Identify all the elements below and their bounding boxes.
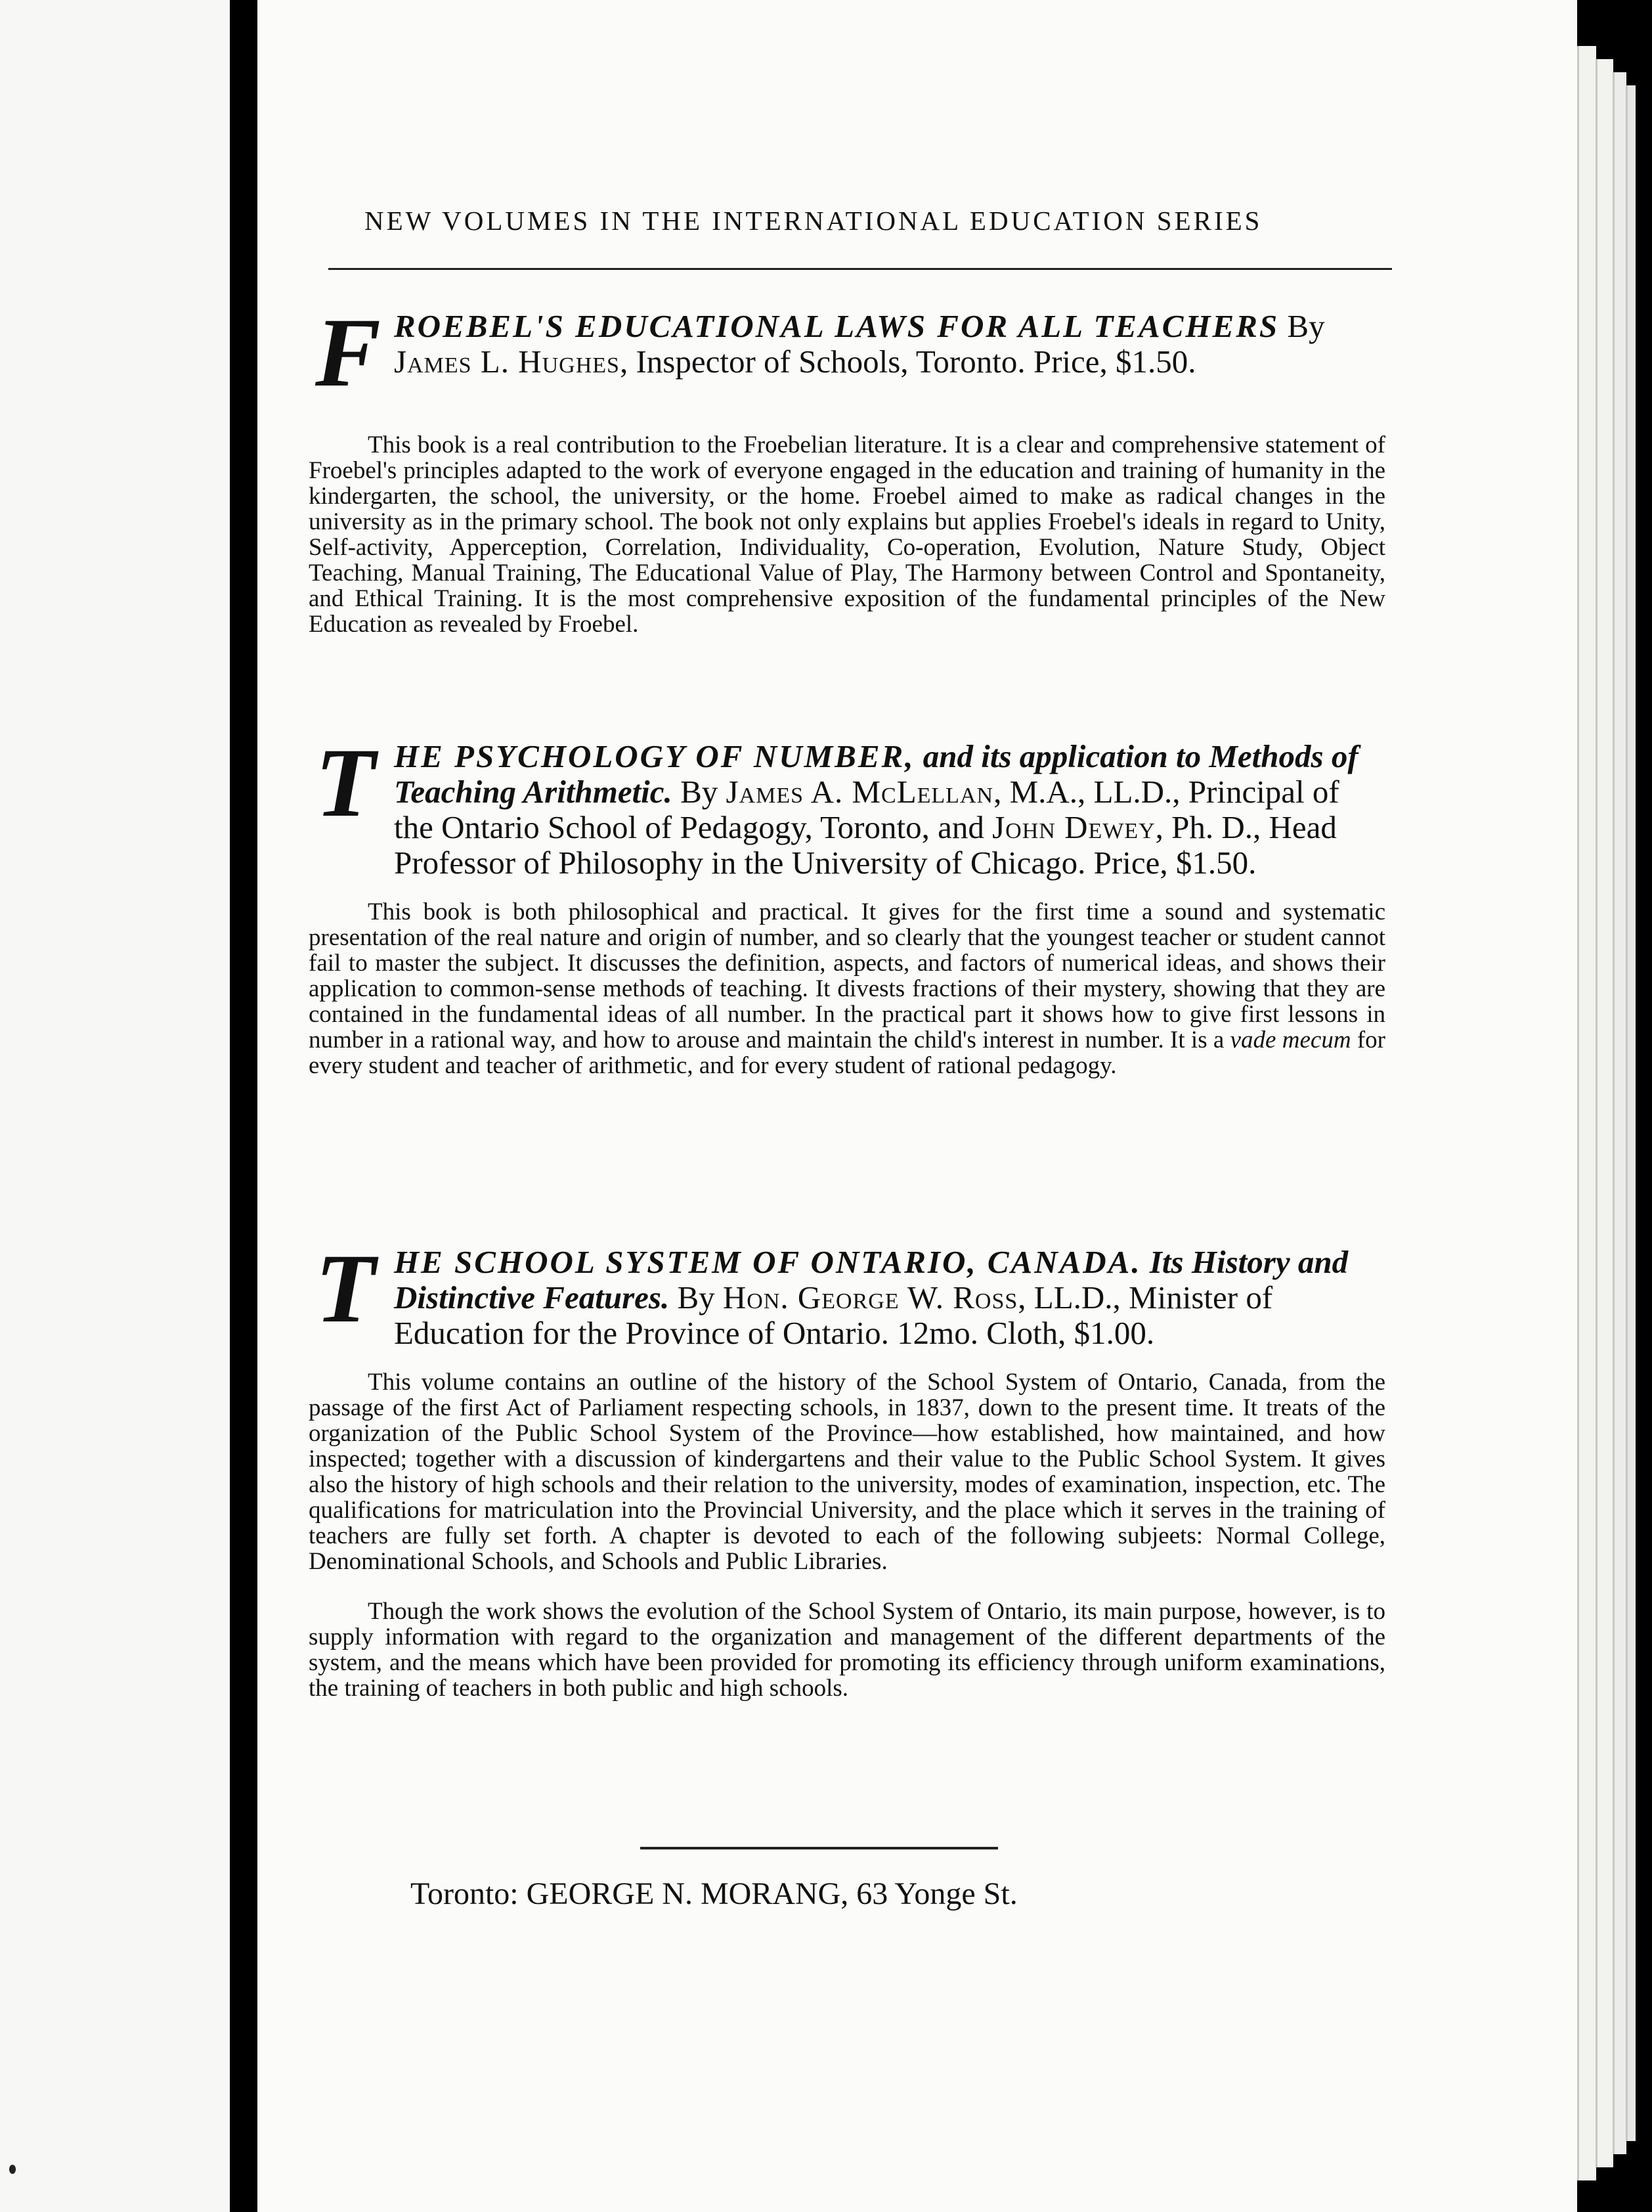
book-heading: [309, 1234, 1385, 1351]
book-gutter: [230, 0, 257, 2212]
book-description: This volume contains an outline of the history of the School System of Ontario, Canada, from the passage of the first Act of Parliament respecting schools, in 1837, down to the present time. It treats of the organization of the Public School System of the Province—how established, how maintained, and how inspected; together with a discussion of kindergartens and their value to the Public School System. It gives also the history of high schools and their relation to the university, modes of examination, inspection, etc. The qualifications for matriculation into the Provincial University, and the place which it serves in the training of teachers are fully set forth. A chapter is devoted to each of the following subjeets: Normal College, Denominational Schools, and Schools and Public Libraries.: [309, 1369, 1385, 1575]
drop-cap: T: [315, 1234, 376, 1343]
book-title: HE PSYCHOLOGY OF NUMBER,: [394, 738, 915, 774]
byline-prefix: By: [677, 1279, 715, 1316]
book-price: Price, $1.50.: [1093, 845, 1257, 881]
book-entry-froebel: [309, 298, 1385, 661]
page-edge: [1626, 85, 1636, 2141]
drop-cap: F: [315, 298, 381, 407]
book-description: [309, 899, 1385, 1078]
author-details: , M.A., LL.D., Principal of the Ontario School of Pedagogy, Toronto, and: [394, 774, 1339, 845]
page-edge: [1596, 59, 1613, 2167]
book-subtitle: and its application to Methods of Teaching Arithmetic.: [394, 738, 1359, 810]
book-description: This book is a real contribution to the Froebelian literature. It is a clear and comprehensive statement of Froebel's principles adapted to the work of everyone engaged in the education and training of humanity in the kindergarten, the school, the university, or the home. Froebel aimed to make as radical changes in the university as in the primary school. The book not only explains but applies Froebel's ideals in regard to Unity, Self-activity, Apperception, Correlation, Individuality, Co-operation, Evolution, Nature Study, Object Teaching, Manual Training, The Educational Value of Play, The Harmony between Control and Spontaneity, and Ethical Training. It is the most comprehensive exposition of the fundamental principles of the New Education as revealed by Froebel.: [309, 431, 1385, 638]
left-page-strip: [0, 0, 230, 2212]
byline-prefix: By: [1287, 308, 1325, 344]
byline-prefix: By: [680, 774, 718, 810]
book-heading: [309, 298, 1385, 414]
book-title: HE SCHOOL SYSTEM OF ONTARIO, CANADA.: [394, 1244, 1142, 1280]
second-author-name: John Dewey: [992, 809, 1156, 845]
header-rule: [328, 268, 1392, 270]
scan-speck: [9, 2165, 16, 2174]
page-edge: [1613, 72, 1626, 2154]
book-title: ROEBEL'S EDUCATIONAL LAWS FOR ALL TEACHERS: [394, 308, 1280, 344]
author-details: , LL.D., Minister of Education for the Province of Ontario. 12mo. Cloth, $1.00.: [394, 1279, 1273, 1351]
description-latin-phrase: vade mecum: [1230, 1027, 1351, 1053]
author-name: Hon. George W. Ross: [722, 1279, 1018, 1316]
footer-rule: [640, 1847, 998, 1849]
book-price: Price, $1.50.: [1033, 343, 1196, 380]
book-subtitle: Its History and Distinctive Features.: [394, 1244, 1349, 1316]
book-heading: [309, 728, 1385, 881]
drop-cap: T: [315, 728, 376, 837]
author-details: , Inspector of Schools, Toronto.: [619, 343, 1026, 380]
book-entry-school-system-ontario: [309, 1234, 1385, 1725]
description-text: for every student and teacher of arithmetic, and for every student of rational pedagogy.: [309, 1027, 1385, 1079]
book-entry-psychology-of-number: [309, 728, 1385, 1103]
author-name: James A. McLellan: [726, 774, 994, 810]
running-header: NEW VOLUMES IN THE INTERNATIONAL EDUCATION SERIES: [364, 206, 1263, 236]
page-edge: [1577, 46, 1596, 2180]
second-author-details: , Ph. D., Head Professor of Philosophy in the University of Chicago.: [394, 809, 1337, 881]
description-text: This book is both philosophical and practical. It gives for the first time a sound and systematic presentation of the real nature and origin of number, and so clearly that the youngest teacher or student cannot fail to master the subject. It discusses the definition, aspects, and factors of numerical ideas, and shows their application to common-sense methods of teaching. It divests fractions of their mystery, showing that they are contained in the fundamental ideas of all number. In the practical part it shows how to give first lessons in number in a rational way, and how to arouse and maintain the child's interest in number. It is a: [309, 898, 1385, 1053]
publisher-imprint: Toronto: GEORGE N. MORANG, 63 Yonge St.: [410, 1876, 1018, 1911]
author-name: James L. Hughes: [394, 343, 620, 380]
book-description-continued: Though the work shows the evolution of the School System of Ontario, its main purpose, however, is to supply information with regard to the organization and management of the different departments of the system, and the means which have been provided for promoting its efficiency through uniform examinations, the training of teachers in both public and high schools.: [309, 1598, 1385, 1702]
